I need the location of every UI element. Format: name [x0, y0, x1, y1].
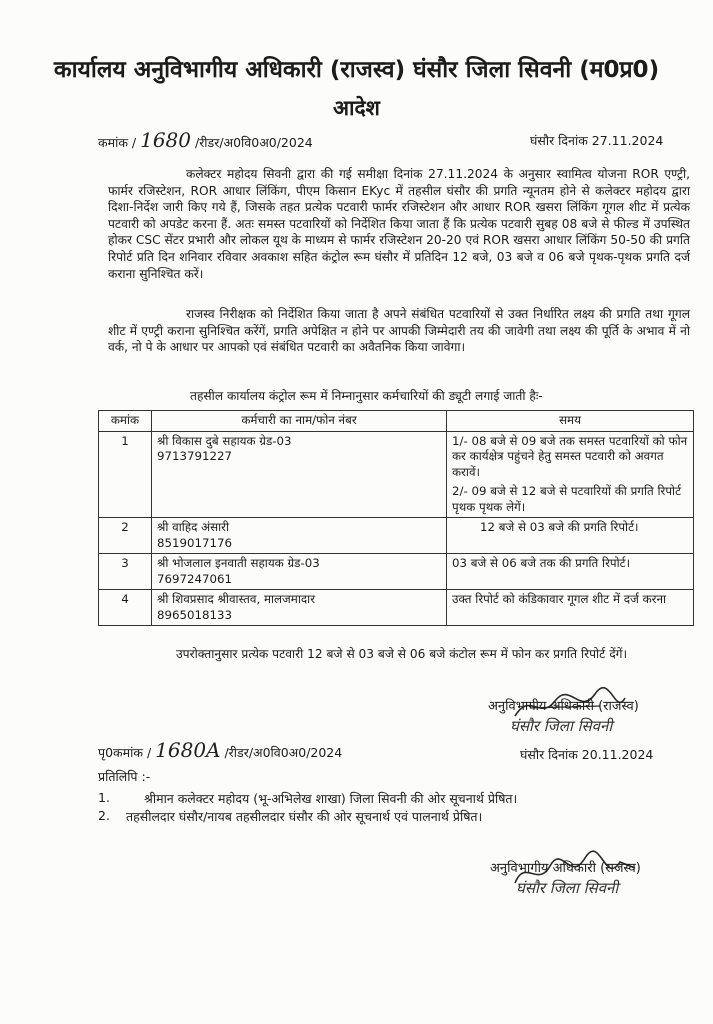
row-time-cell: [447, 431, 694, 518]
time-instruction-1: 12 बजे से 03 बजे की प्रगति रिपोर्ट।: [480, 520, 639, 534]
paragraph-2: [108, 306, 690, 356]
col-name-phone: कर्मचारी का नाम/फोन नंबर: [152, 411, 447, 432]
row-serial: 1: [99, 431, 152, 518]
order-date: घंसौर दिनांक 27.11.2024: [530, 133, 664, 148]
ref-prefix: कमांक /: [98, 135, 137, 150]
copy-item-no: 1.: [98, 790, 110, 805]
copy-item-text: श्रीमान कलेक्टर महोदय (भू-अभिलेख शाखा) जिला सिवनी की ओर सूचनार्थ प्रेषित।: [144, 791, 518, 806]
endorsement-date: घंसौर दिनांक 20.11.2024: [520, 747, 654, 762]
table-row: [99, 431, 694, 518]
employee-phone: 9713791227: [157, 449, 233, 463]
employee-phone: 8519017176: [157, 535, 233, 550]
ref-number-handwritten: 1680: [140, 128, 191, 152]
paragraph-1: [108, 166, 690, 282]
copy-item-text: तहसीलदार घंसौर/नायब तहसीलदार घंसौर की ओर सूचनार्थ एवं पालनार्थ प्रेषित।: [126, 809, 483, 824]
row-time-cell: [447, 518, 694, 554]
time-instruction-1: 03 बजे से 06 बजे तक की प्रगति रिपोर्ट।: [452, 556, 631, 570]
office-title: कार्यालय अनुविभागीय अधिकारी (राजस्व) घंसौर जिला सिवनी (म0प्र0): [53, 57, 660, 83]
table-row: [99, 518, 694, 554]
table-header-row: [99, 411, 694, 432]
employee-name: श्री शिवप्रसाद श्रीवास्तव, मालजमादार: [157, 592, 316, 606]
row-name-cell: [152, 590, 447, 626]
employee-name: श्री विकास दुबे सहायक ग्रेड-03: [157, 433, 292, 448]
time-instruction-2: 2/- 09 बजे से 12 बजे से पटवारियों की प्रगति रिपोर्ट पृथक पृथक लेगें।: [452, 484, 682, 514]
ref-suffix: /रीडर/अ0वि0अ0/2024: [194, 135, 313, 150]
order-heading: आदेश: [333, 96, 380, 120]
row-name-cell: [152, 554, 447, 590]
row-name-cell: [152, 431, 447, 518]
order-reference: [98, 128, 313, 152]
employee-name: श्री भोजलाल इनवाती सहायक ग्रेड-03: [157, 556, 320, 570]
row-serial: 3: [99, 554, 152, 590]
signature-block-2: [480, 848, 700, 918]
endorse-prefix: पृ0कमांक /: [98, 745, 152, 760]
signatory-title-2: अनुविभागीय अधिकारी (राजस्व): [490, 861, 641, 876]
copy-to-label: प्रतिलिपि :-: [98, 769, 151, 784]
signatory-title-1: अनुविभागीय अधिकारी (राजस्व): [488, 699, 639, 714]
endorse-number-handwritten: 1680A: [155, 738, 221, 762]
paragraph-1-text: कलेक्टर महोदय सिवनी द्वारा की गई समीक्षा दिनांक 27.11.2024 के अनुसार स्वामित्व योजना ROR एण्ट्री, फार्मर रजिस्टेशन, ROR आधार लिंकिंग, पीएम किसान EKyc में तहसील घंसौर की प्रगति न्यूनतम होने से कलेक्टर महोदय द्वारा दिशा-निर्देश जारी किए गये हैं, जिसके तहत प्रत्येक पटवारी फार्मर रजिस्टेशन और आधार ROR खसरा लिंकिंग गूगल शीट में प्रत्येक पटवारी को अपडेट करना हैं. अतः समस्त पटवारियों को निर्देशित किया जाता हैं कि प्रत्येक पटवारी सुबह 08 बजे से फील्ड में उपस्थित होकर CSC सेंटर प्रभारी और लोकल यूथ के माध्यम से फार्मर रजिस्टेशन 20-20 एवं ROR खसरा आधार लिंकिंग 50-50 की प्रगति रिपोर्ट प्रति दिन शनिवार रविवार अवकाश सहित कंट्रोल रूम घंसौर में प्रतिदिन 12 बजे, 03 बजे व 06 बजे पृथक-पृथक प्रगति दर्ज कराना सुनिश्चित करें।: [108, 167, 690, 281]
endorse-suffix: /रीडर/अ0वि0अ0/2024: [224, 745, 343, 760]
row-name-cell: [152, 518, 447, 554]
time-instruction-1: उक्त रिपोर्ट को कंडिकावार गूगल शीट में दर्ज करना: [452, 592, 667, 606]
endorsement-reference: [98, 738, 342, 762]
signatory-place-1: घंसौर जिला सिवनी: [510, 717, 613, 735]
employee-name: श्री वाहिद अंसारी: [157, 520, 230, 534]
row-serial: 2: [99, 518, 152, 554]
paragraph-2-text: राजस्व निरीक्षक को निर्देशित किया जाता है अपने संबंधित पटवारियों से उक्त निर्धारित लक्ष्य की प्रगति तथा गूगल शीट में एण्ट्री कराना सुनिश्चित करेंगें, प्रगति अपेक्षित न होने पर आपकी जिम्मेदारी तय की जावेगी तथा लक्ष्य की पूर्ति के अभाव में नो वर्क, नो पे के आधार पर आपको एवं संबंधित पटवारी का अवैतनिक किया जावेगा।: [108, 307, 690, 355]
col-time: समय: [447, 411, 694, 432]
signatory-place-2: घंसौर जिला सिवनी: [516, 879, 619, 897]
col-serial: कमांक: [99, 411, 152, 432]
paragraph-3: तहसील कार्यालय कंट्रोल रूम में निम्नानुसार कर्मचारियों की ड्यूटी लगाई जाती हैः-: [190, 389, 543, 403]
copy-item-no: 2.: [98, 808, 110, 823]
time-instruction-1: 1/- 08 बजे से 09 बजे तक समस्त पटवारियों को फोन कर कार्यक्षेत्र पहुंचने हेतु समस्त पटवारी को अवगत करावें।: [452, 433, 688, 479]
closing-text: उपरोक्तानुसार प्रत्येक पटवारी 12 बजे से 03 बजे से 06 बजे कंटोल रूम में फोन कर प्रगति रिपोर्ट देंगें।: [176, 647, 628, 661]
row-time-cell: [447, 554, 694, 590]
table-row: [99, 590, 694, 626]
duty-table: [98, 410, 694, 626]
row-time-cell: [447, 590, 694, 626]
employee-phone: 8965018133: [157, 607, 233, 622]
row-serial: 4: [99, 590, 152, 626]
table-row: [99, 554, 694, 590]
closing-paragraph: [98, 646, 690, 663]
employee-phone: 7697247061: [157, 571, 233, 586]
